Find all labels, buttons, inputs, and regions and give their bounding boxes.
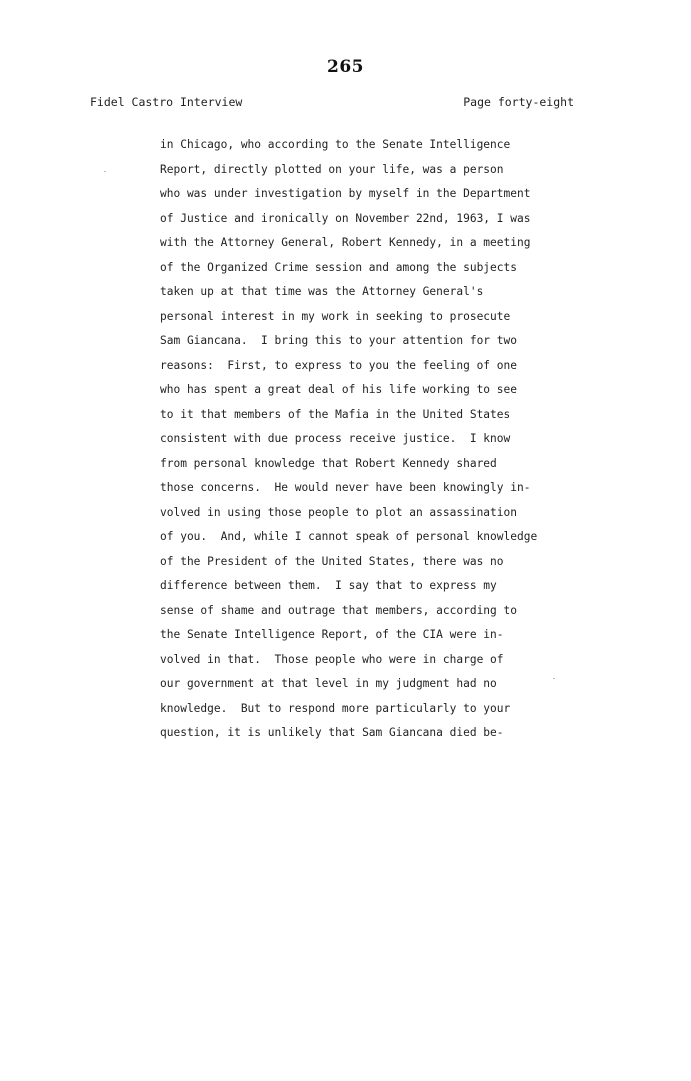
transcript-body — [160, 133, 590, 746]
scan-speck — [104, 171, 106, 172]
text-line: difference between them. I say that to express my — [160, 579, 497, 592]
text-line: consistent with due process receive justice. I know — [160, 432, 511, 445]
text-line: to it that members of the Mafia in the United States — [160, 407, 511, 421]
text-line: volved in that. Those people who were in charge of — [160, 652, 504, 666]
text-line: of the Organized Crime session and among the subjects — [160, 260, 517, 274]
text-line: of you. And, while I cannot speak of personal knowledge — [160, 530, 538, 543]
text-line: knowledge. But to respond more particularly to your — [160, 701, 511, 715]
text-line: those concerns. He would never have been knowingly in- — [160, 481, 531, 494]
text-line: the Senate Intelligence Report, of the CIA were in- — [160, 628, 504, 641]
text-line: Report, directly plotted on your life, was a person — [160, 162, 504, 176]
text-line: in Chicago, who according to the Senate Intelligence — [160, 138, 511, 151]
text-line: our government at that level in my judgment had no — [160, 677, 497, 690]
text-line: sense of shame and outrage that members, according to — [160, 603, 517, 617]
page-label-header: Page forty-eight — [463, 95, 574, 109]
text-line: question, it is unlikely that Sam Giancana died be- — [160, 726, 504, 739]
text-line: who has spent a great deal of his life working to see — [160, 383, 517, 396]
text-line: of Justice and ironically on November 22nd, 1963, I was — [160, 211, 531, 225]
text-line: reasons: First, to express to you the feeling of one — [160, 358, 517, 372]
text-line: from personal knowledge that Robert Kennedy shared — [160, 456, 497, 470]
page-number: 265 — [327, 57, 364, 77]
text-line: taken up at that time was the Attorney General's — [160, 285, 484, 298]
text-line: personal interest in my work in seeking to prosecute — [160, 309, 511, 323]
text-line: of the President of the United States, there was no — [160, 554, 504, 568]
text-line: volved in using those people to plot an assassination — [160, 505, 517, 519]
text-line: with the Attorney General, Robert Kennedy, in a meeting — [160, 236, 531, 249]
document-title-header: Fidel Castro Interview — [90, 95, 243, 109]
text-line: Sam Giancana. I bring this to your attention for two — [160, 334, 517, 347]
text-line: who was under investigation by myself in the Department — [160, 187, 531, 200]
